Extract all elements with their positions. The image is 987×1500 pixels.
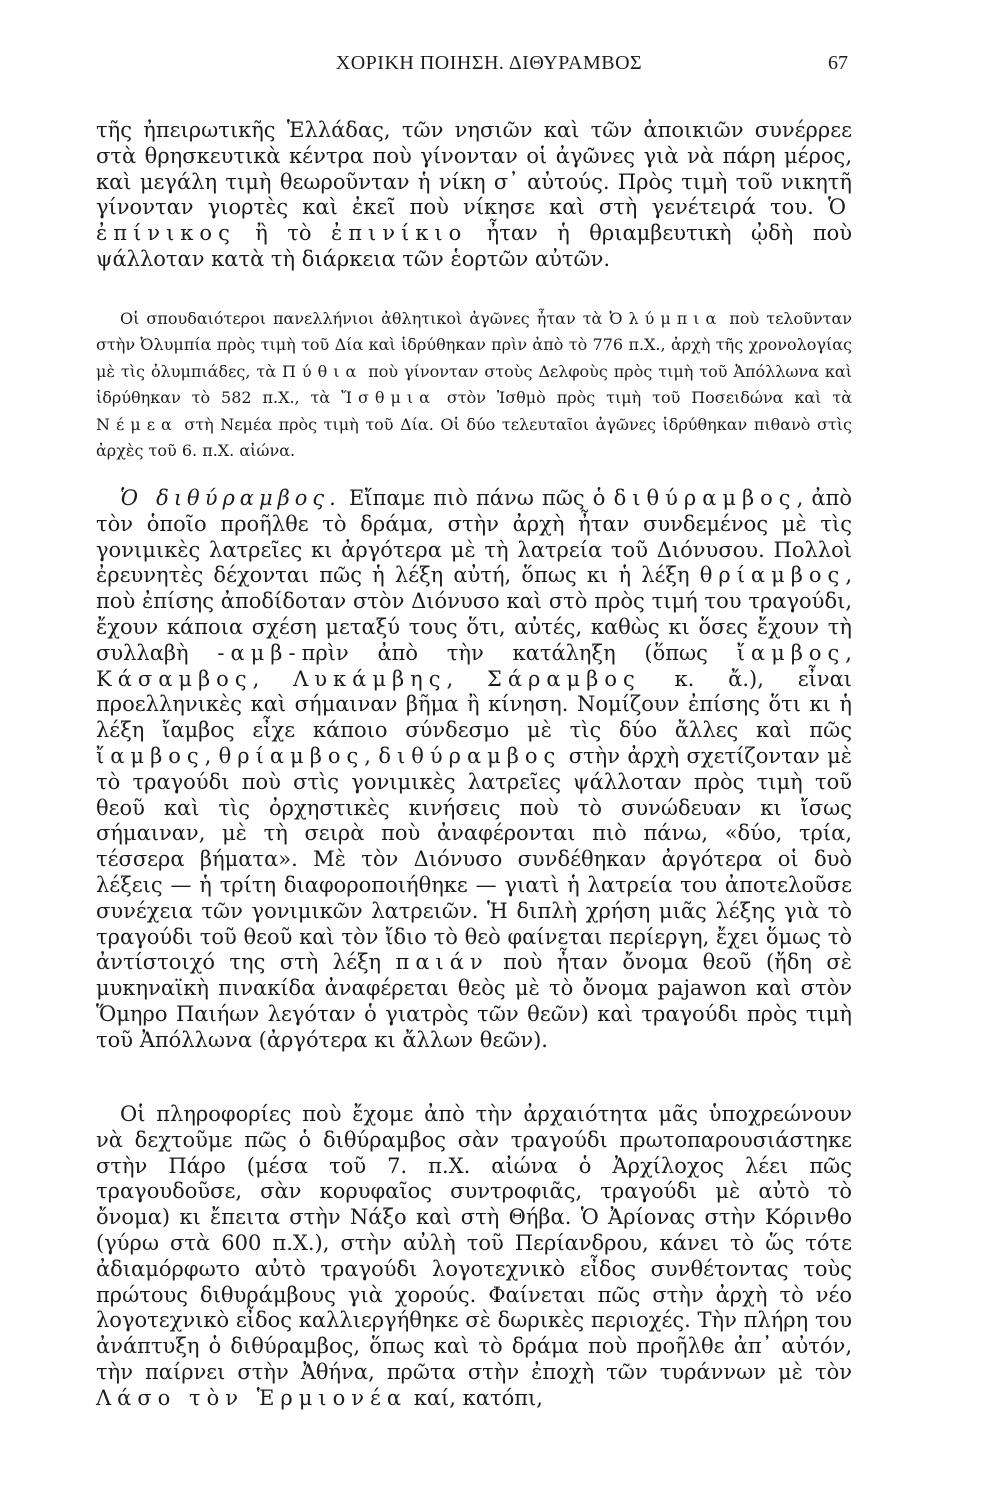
spaced-term: ἐπινίκιο [330, 221, 468, 246]
text-run: ἢ τὸ [235, 221, 331, 246]
spaced-term: θρίαμβος [218, 743, 365, 768]
text-run: Οἱ πληροφορίες ποὺ ἔχομε ἀπὸ τὴν ἀρχαιότητα μᾶς ὑποχρεώνουν νὰ δεχτοῦμε πῶς ὁ διθύραμβος σὰν τραγούδι πρωτοπαρουσιάστηκε στὴν Πάρο (μέσα τοῦ 7. π.Χ. αἰώνα ὁ Ἀρχίλοχος λέει πῶς τραγουδοῦσε, σὰν κορυφαῖος συντροφιᾶς, τραγούδι μὲ αὐτὸ τὸ ὄνομα) κι ἔπειτα στὴν Νάξο καὶ στὴ Θήβα. Ὁ Ἀρίονας στὴν Κόρινθο (γύρω στὰ 600 π.Χ.), στὴν αὐλὴ τοῦ Περίανδρου, κάνει τὸ ὥς τότε ἀδιαμόρφωτο αὐτὸ τραγούδι λογοτεχνικὸ εἶδος συνθέτοντας τοὺς πρώτους διθυράμβους γιὰ χορούς. Φαίνεται πῶς στὴν ἀρχὴ τὸ νέο λογοτεχνικὸ εἶδος καλλιεργήθηκε σὲ δωρικὲς περιοχές. Τὴν πλήρη του ἀνάπτυξη ὁ διθύραμβος, ὅπως καὶ τὸ δράμα ποὺ προῆλθε ἀπ᾽ αὐτόν, τὴν παίρνει στὴν Ἀθήνα, πρῶτα στὴν ἐποχὴ τῶν τυράννων μὲ τὸν [96, 1102, 852, 1384]
text-run: , ἀπὸ τὸν ὁποῖο προῆλθε τὸ δράμα, στὴν ἀρχὴ ἦταν συνδεμένος μὲ τὶς γονιμικὲς λατρεῖες κι ἀργότερα μὲ τὴ λατρεία τοῦ Διόνυσου. Πολλοὶ ἐρευνητὲς δέχονται πῶς ἡ λέξη αὐτή, ὅπως κι ἡ λέξη [96, 486, 853, 588]
text-run: , [252, 666, 294, 691]
spaced-term: Ὀλύμπια [609, 309, 723, 328]
spaced-term: Κάσαμβος [96, 666, 253, 691]
text-run: , [446, 666, 487, 691]
spaced-term: Σάραμβος [486, 666, 641, 691]
spaced-term: παιάν [395, 950, 489, 975]
paragraph-2 [96, 486, 852, 1054]
text-run: κ. ἄ.), εἶναι προελληνικὲς καὶ σήμαιναν βῆμα ἢ κίνηση. Νομίζουν ἐπίσης ὅτι κι ἡ λέξη ἴαμβος εἶχε κάποιο σύνδεσμο μὲ τὶς δύο ἄλλες καὶ πῶς [96, 666, 852, 743]
text-run: ποὺ ἦταν ὄνομα θεοῦ (ἤδη σὲ μυκηναϊκὴ πινακίδα ἀναφέρεται θεὸς μὲ τὸ ὄνομα pajawon καὶ στὸν Ὅμηρο Παιήων λεγόταν ὁ γιατρὸς τῶν θεῶν) καὶ τραγούδι πρὸς τιμὴ τοῦ Ἀπόλλωνα (ἀργότερα κι ἄλλων θεῶν). [96, 950, 853, 1052]
spaced-term: Νέμεα [96, 414, 178, 434]
text-run: στὴ Νεμέα πρὸς τιμὴ τοῦ Δία. Οἱ δύο τελευταῖοι ἀγῶνες ἱδρύθηκαν πιθανὸ στὶς ἀρχὲς τοῦ 6. π.Χ. αἰώνα. [96, 414, 852, 461]
note-paragraph [96, 306, 852, 464]
page-number: 67 [828, 52, 848, 74]
text-run: , ποὺ ἐπίσης ἀποδίδοταν στὸν Διόνυσο καὶ στὸ πρὸς τιμή του τραγούδι, ἔχουν κάποια σχέση μεταξύ τους ὅτι, αὐτές, καθὼς κι ὅσες ἔχουν τὴ συλλαβὴ [96, 563, 852, 665]
text-run: ποὺ τελοῦνταν στὴν Ὀλυμπία πρὸς τιμὴ τοῦ Δία καὶ ἱδρύθηκαν πρὶν ἀπὸ τὸ 776 π.Χ., ἀρχὴ τῆς χρονολογίας μὲ τὶς ὀλυμπιάδες, τὰ [96, 309, 853, 381]
spaced-term: διθύραμβος [378, 743, 562, 768]
section-heading: Ὁ διθύραμβος. [120, 486, 341, 510]
spaced-term: -αμβ- [217, 640, 302, 665]
text-run: στὸν Ἰσθμὸ πρὸς τιμὴ τοῦ Ποσειδώνα καὶ τὰ [435, 388, 853, 408]
spaced-term: ἴαμβος [736, 640, 846, 665]
paragraph-1 [96, 118, 852, 273]
text-run: Οἱ σπουδαιότεροι πανελλήνιοι ἀθλητικοὶ ἀγῶνες ἦταν τὰ [120, 309, 610, 328]
text-run: καί, κατόπι, [407, 1385, 543, 1410]
spaced-term: Λυκάμβης [293, 666, 447, 691]
running-head: ΧΟΡΙΚΗ ΠΟΙΗΣΗ. ΔΙΘΥΡΑΜΒΟΣ [335, 52, 643, 74]
text-run: πρὶν ἀπὸ τὴν κατάληξη (ὅπως [301, 640, 737, 665]
text-run: στὴν ἀρχὴ σχετίζονταν μὲ τὸ τραγούδι ποὺ στὶς γονιμικὲς λατρεῖες ψάλλοταν πρὸς τιμὴ τοῦ θεοῦ καὶ τὶς ὀρχηστικὲς κινήσεις ποὺ τὸ συνώδευαν κι ἴσως σήμαιναν, μὲ τὴ σειρὰ ποὺ ἀναφέρονται πιὸ πάνω, «δύο, τρία, τέσσερα βήματα». Μὲ τὸν Διόνυσο συνδέθηκαν ἀργότερα οἱ δυὸ λέξεις — ἡ τρίτη διαφοροποιήθηκε — γιατὶ ἡ λατρεία του ἀποτελοῦσε συνέχεια τῶν γονιμικῶν λατρειῶν. Ἡ διπλὴ χρήση μιᾶς λέξης γιὰ τὸ τραγούδι τοῦ θεοῦ καὶ τὸν ἴδιο τὸ θεὸ φαίνεται περίεργη, ἔχει ὅμως τὸ ἀντίστοιχό της στὴ λέξη [96, 743, 852, 975]
text-run: Εἴπαμε πιὸ πάνω πῶς ὁ [340, 486, 614, 510]
spaced-term: Λάσο τὸν Ἑρμιονέα [96, 1385, 408, 1410]
text-run: , [204, 743, 219, 768]
spaced-term: θρίαμβος [699, 563, 846, 588]
spaced-term: διθύραμβος [613, 486, 797, 510]
spaced-term: Ὁ ἐπίνικος [96, 195, 852, 246]
text-run: ποὺ γίνονταν στοὺς Δελφοὺς πρὸς τιμὴ τοῦ Ἀπόλλωνα καὶ ἱδρύθηκαν τὸ 582 π.Χ., τὰ [96, 361, 853, 408]
spaced-term: Πύθια [281, 361, 363, 381]
text-run: ἦταν ἡ θριαμβευτικὴ ᾠδὴ ποὺ ψάλλοταν κατὰ τὴ διάρκεια τῶν ἑορτῶν αὐτῶν. [96, 221, 853, 271]
spaced-term: ἴαμβος [96, 743, 205, 768]
spaced-term: Ἴσθμια [341, 388, 436, 408]
text-run: τῆς ἠπειρωτικῆς Ἑλλάδας, τῶν νησιῶν καὶ τῶν ἀποικιῶν συνέρρεε στὰ θρησκευτικὰ κέντρα ποὺ γίνονταν οἱ ἀγῶνες γιὰ νὰ πάρη μέρος, καὶ μεγάλη τιμὴ θεωροῦνταν ἡ νίκη σ᾽ αὐτούς. Πρὸς τιμὴ τοῦ νικητῆ γίνονταν γιορτὲς καὶ ἐκεῖ ποὺ νίκησε καὶ στὴ γενέτειρά του. [96, 118, 852, 220]
text-run: , [364, 743, 379, 768]
text-run: , [845, 640, 852, 665]
paragraph-3 [96, 1102, 852, 1412]
